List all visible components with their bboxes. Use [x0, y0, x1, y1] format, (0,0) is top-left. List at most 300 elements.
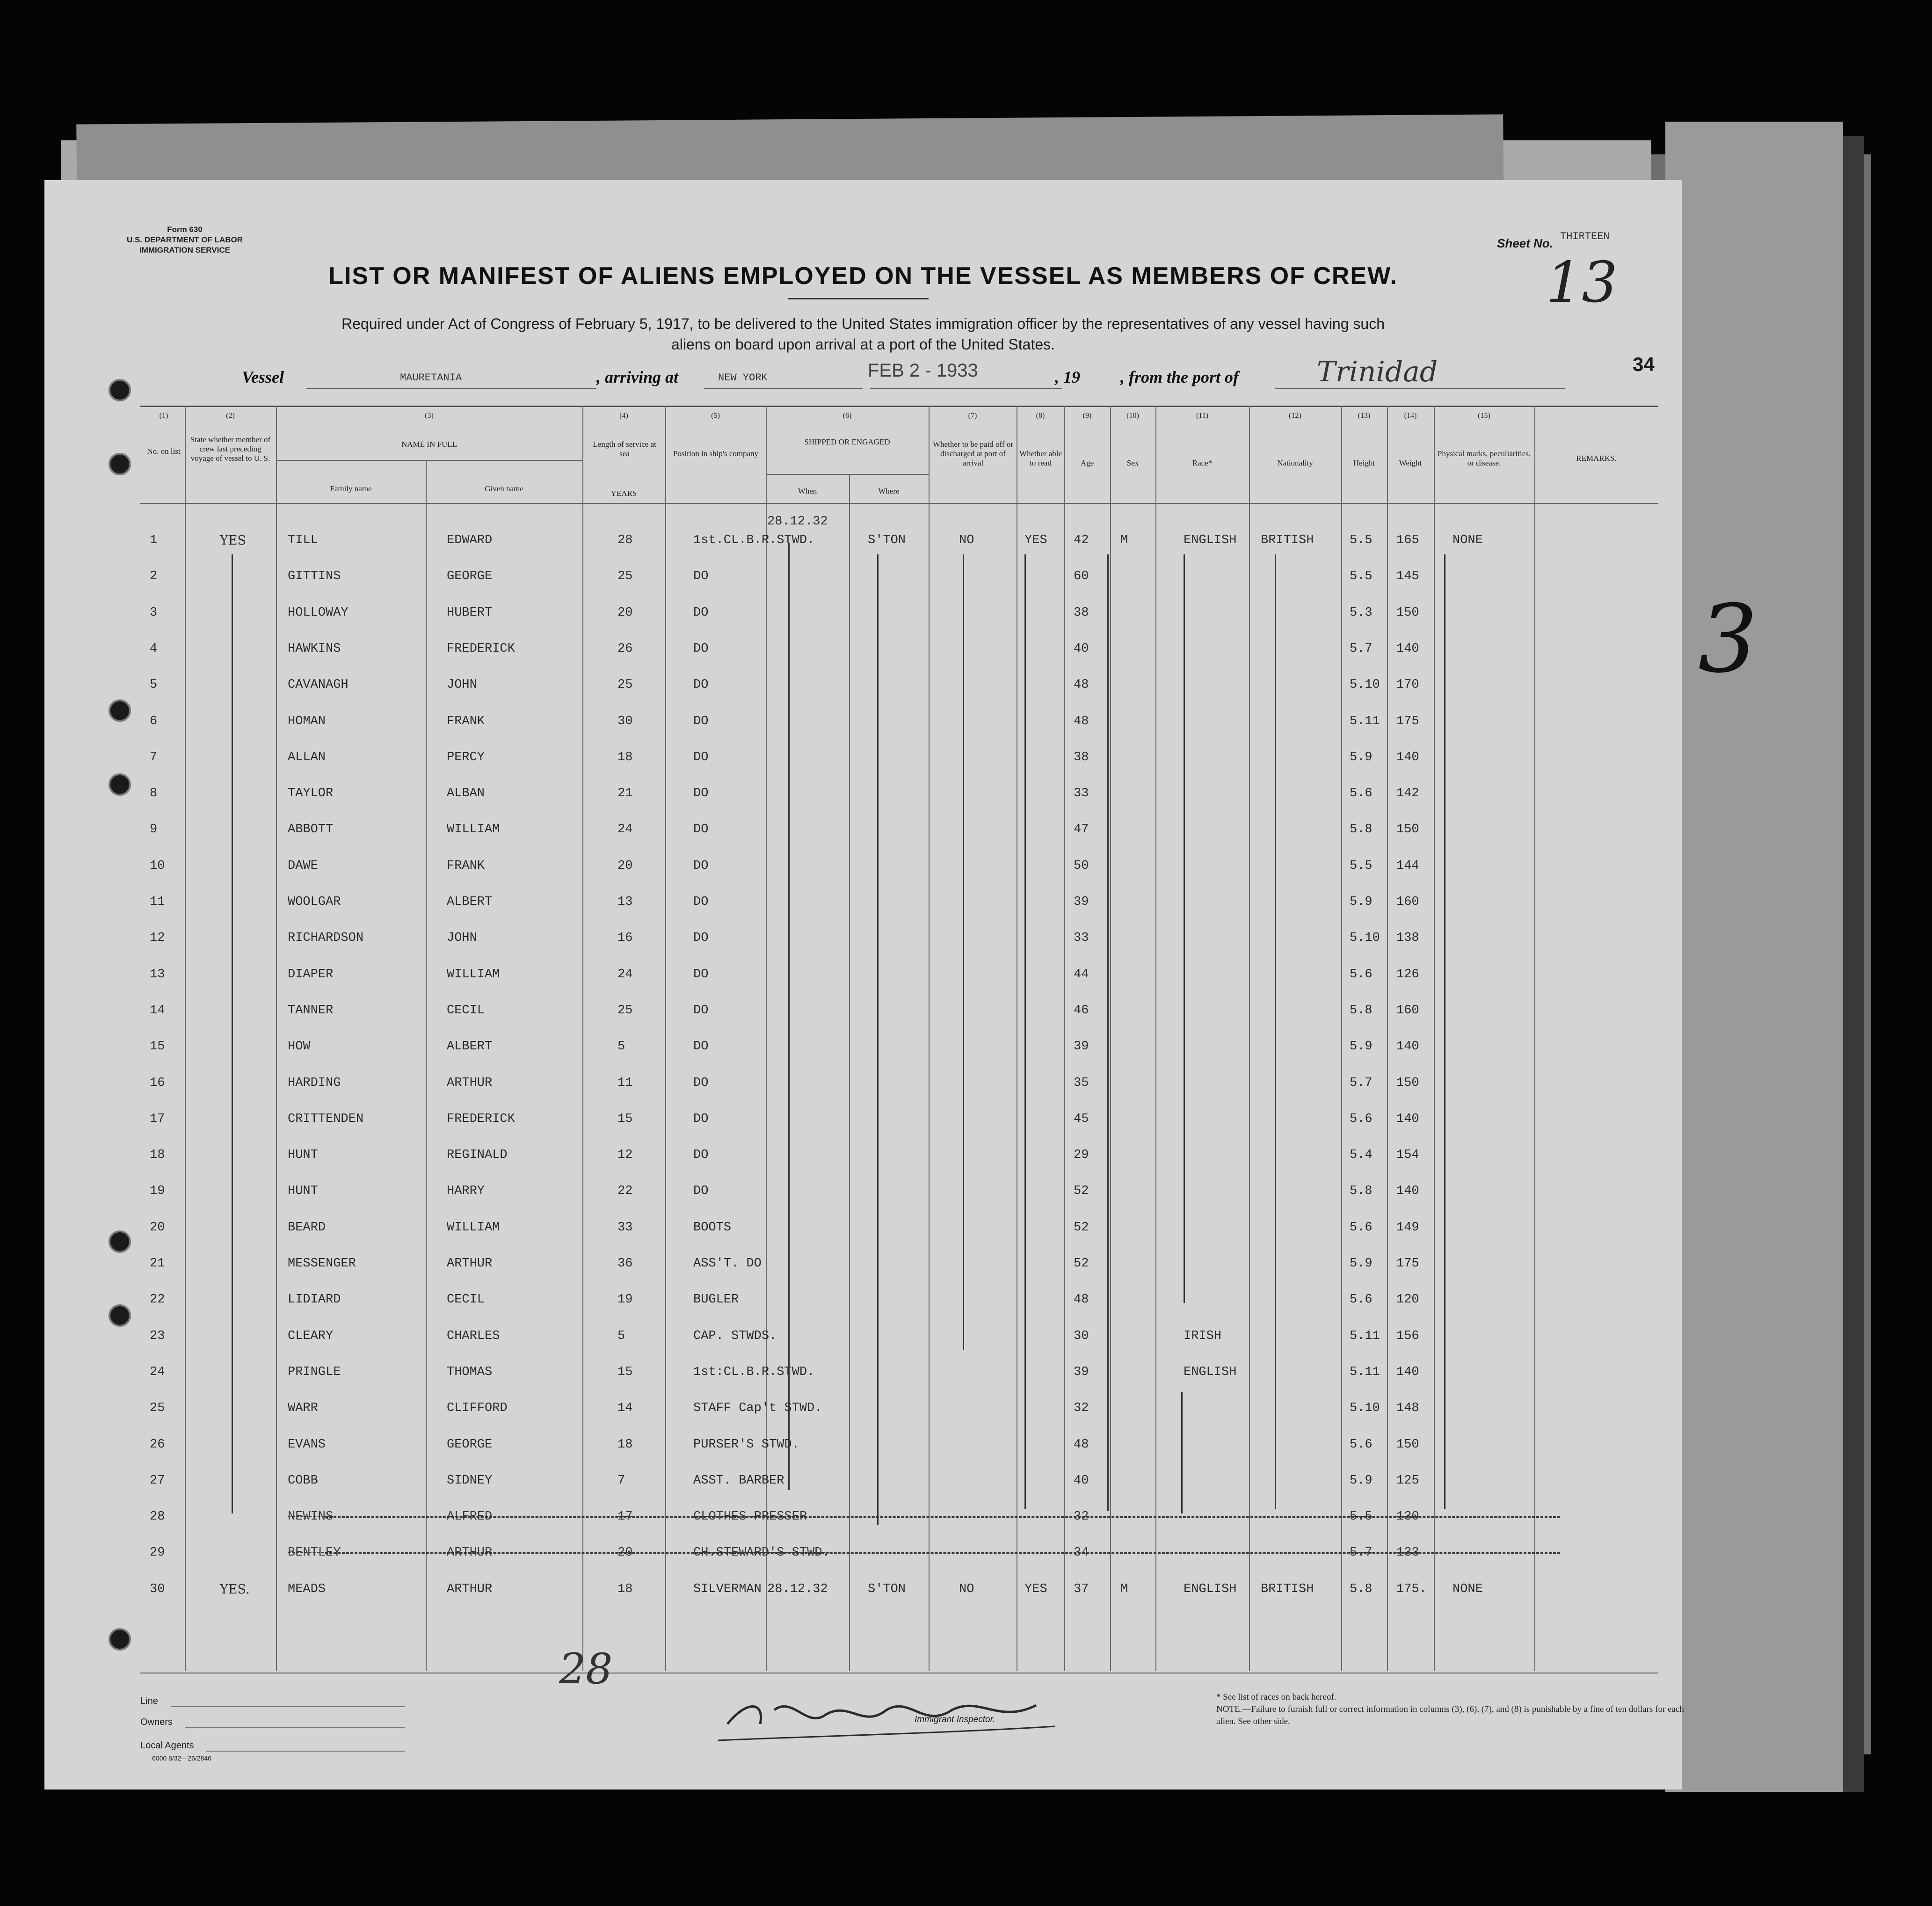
- height: 5.9: [1350, 895, 1373, 909]
- height: 5.8: [1350, 1184, 1373, 1199]
- position: DO: [693, 714, 709, 728]
- family-name: TAYLOR: [288, 786, 334, 801]
- family-name: DAWE: [288, 858, 318, 873]
- row-number: 28: [150, 1510, 165, 1524]
- height: 5.9: [1350, 750, 1373, 764]
- weight: 144: [1396, 858, 1419, 873]
- family-name: CRITTENDEN: [288, 1112, 364, 1126]
- age: 30: [1074, 1329, 1089, 1343]
- handwritten-total: 28: [559, 1644, 613, 1694]
- years-service: 18: [617, 750, 633, 764]
- shipped-where: S'TON: [868, 1582, 906, 1596]
- years-service: 36: [617, 1257, 633, 1271]
- header-physical: Physical marks, peculiarities, or disease.: [1437, 449, 1531, 467]
- family-name: HOMAN: [288, 714, 326, 728]
- row-number: 26: [150, 1437, 165, 1452]
- race: ENGLISH: [1184, 533, 1237, 547]
- column-number: (5): [711, 412, 720, 420]
- vessel-underline: [306, 388, 596, 389]
- position: DO: [693, 931, 709, 946]
- punch-hole: [109, 773, 131, 796]
- table-row: [44, 606, 1562, 642]
- given-name: CLIFFORD: [447, 1401, 508, 1416]
- years-service: 24: [617, 822, 633, 837]
- age: 48: [1074, 1437, 1089, 1452]
- name-subrule: [276, 460, 582, 461]
- column-number: (15): [1478, 412, 1490, 420]
- age: 47: [1074, 822, 1089, 837]
- height: 5.6: [1350, 1112, 1373, 1126]
- age: 33: [1074, 931, 1089, 946]
- table-row: [44, 750, 1562, 787]
- inspector-label: Immigrant Inspector.: [915, 1715, 995, 1724]
- page-title: LIST OR MANIFEST OF ALIENS EMPLOYED ON THE VESSEL AS MEMBERS OF CREW.: [328, 262, 1398, 290]
- row-number: 20: [150, 1220, 165, 1235]
- shipped-date-first: 28.12.32: [767, 515, 828, 529]
- years-service: 25: [617, 569, 633, 584]
- height: 5.6: [1350, 786, 1373, 801]
- weight: 140: [1396, 1112, 1419, 1126]
- weight: 150: [1396, 1437, 1419, 1452]
- years-service: 15: [617, 1365, 633, 1379]
- weight: 150: [1396, 605, 1419, 620]
- years-service: 17: [617, 1510, 633, 1524]
- punch-hole: [109, 1628, 131, 1651]
- shipped-where: S'TON: [868, 533, 906, 547]
- ditto-line: [1181, 1392, 1183, 1513]
- age: 32: [1074, 1401, 1089, 1416]
- weight: 149: [1396, 1220, 1419, 1235]
- weight: 150: [1396, 822, 1419, 837]
- weight: 140: [1396, 1365, 1419, 1379]
- given-name: CECIL: [447, 1003, 485, 1018]
- given-name: FREDERICK: [447, 1112, 515, 1126]
- column-number: (8): [1036, 412, 1045, 420]
- ditto-line: [1444, 554, 1445, 1509]
- position: ASS'T. DO: [693, 1257, 762, 1271]
- years-service: 20: [617, 1546, 633, 1560]
- subtitle: [232, 313, 1495, 355]
- family-name: BEARD: [288, 1220, 326, 1235]
- row-number: 29: [150, 1546, 165, 1560]
- weight: 140: [1396, 641, 1419, 656]
- weight: 154: [1396, 1148, 1419, 1163]
- given-name: FREDERICK: [447, 641, 515, 656]
- given-name: JOHN: [447, 678, 477, 692]
- print-code: 6000 8/32—26/2846: [152, 1754, 211, 1762]
- table-row: [44, 1293, 1562, 1329]
- row-number: 1: [150, 533, 158, 547]
- punch-hole: [109, 379, 131, 401]
- row-number: 21: [150, 1257, 165, 1271]
- years-service: 18: [617, 1437, 633, 1452]
- table-row: [44, 642, 1562, 678]
- age: 52: [1074, 1184, 1089, 1199]
- manifest-page: [44, 180, 1682, 1790]
- height: 5.9: [1350, 1257, 1373, 1271]
- family-name: MEADS: [288, 1582, 326, 1596]
- row-number: 25: [150, 1401, 165, 1416]
- given-name: ALBERT: [447, 895, 493, 909]
- height: 5.11: [1350, 714, 1380, 728]
- row-number: 13: [150, 967, 165, 982]
- family-name: MESSENGER: [288, 1257, 356, 1271]
- position: ASST. BARBER: [693, 1473, 784, 1488]
- row-number: 7: [150, 750, 158, 764]
- row-number: 9: [150, 822, 158, 837]
- height: 5.5: [1350, 1510, 1373, 1524]
- years-service: 5: [617, 1329, 625, 1343]
- row-number: 5: [150, 678, 158, 692]
- arrival-port: NEW YORK: [718, 372, 768, 384]
- years-service: 5: [617, 1040, 625, 1054]
- age: 39: [1074, 1040, 1089, 1054]
- header-where: Where: [878, 487, 900, 495]
- header-race: Race*: [1192, 458, 1213, 467]
- row-number: 19: [150, 1184, 165, 1199]
- family-name: CAVANAGH: [288, 678, 349, 692]
- age: 60: [1074, 569, 1089, 584]
- given-name: ARTHUR: [447, 1546, 493, 1560]
- previous-voyage: YES.: [220, 1582, 250, 1597]
- years-service: 20: [617, 605, 633, 620]
- given-name: ARTHUR: [447, 1076, 493, 1090]
- sheet-value: THIRTEEN: [1560, 231, 1610, 242]
- row-number: 12: [150, 931, 165, 946]
- family-name: RICHARDSON: [288, 931, 364, 946]
- position: DO: [693, 1076, 709, 1090]
- footnote-star: * See list of races on back hereof.: [1216, 1692, 1336, 1702]
- height: 5.4: [1350, 1148, 1373, 1163]
- height: 5.11: [1350, 1329, 1380, 1343]
- table-row: [44, 1257, 1562, 1293]
- weight: 133: [1396, 1546, 1419, 1560]
- years-service: 30: [617, 714, 633, 728]
- punch-hole: [109, 1230, 131, 1253]
- family-name: NEWINS: [288, 1510, 334, 1524]
- family-name: HARDING: [288, 1076, 341, 1090]
- position: CLOTHES PRESSER: [693, 1510, 807, 1524]
- vessel-name: MAURETANIA: [400, 372, 462, 384]
- header-height: Height: [1353, 458, 1375, 467]
- age: 38: [1074, 750, 1089, 764]
- footer-owners-label: Owners: [140, 1717, 173, 1727]
- age: 48: [1074, 714, 1089, 728]
- column-number: (13): [1358, 412, 1371, 420]
- family-name: TANNER: [288, 1003, 334, 1018]
- age: 38: [1074, 605, 1089, 620]
- age: 34: [1074, 1546, 1089, 1560]
- given-name: PERCY: [447, 750, 485, 764]
- given-name: WILLIAM: [447, 1220, 500, 1235]
- years-service: 15: [617, 1112, 633, 1126]
- table-row: [44, 931, 1562, 968]
- service: IMMIGRATION SERVICE: [139, 246, 230, 255]
- ditto-line: [1184, 554, 1185, 1303]
- position: DO: [693, 786, 709, 801]
- age: 52: [1074, 1220, 1089, 1235]
- header-previous-voyage: State whether member of crew last preceding voyage of vessel to U. S.: [190, 435, 271, 463]
- age: 37: [1074, 1582, 1089, 1596]
- table-row: [44, 1365, 1562, 1402]
- position: DO: [693, 605, 709, 620]
- age: 48: [1074, 678, 1089, 692]
- position: DO: [693, 569, 709, 584]
- header-length-service: Length of service at sea: [593, 440, 656, 458]
- given-name: ARTHUR: [447, 1582, 493, 1596]
- family-name: HOLLOWAY: [288, 605, 349, 620]
- table-row: [44, 1546, 1562, 1582]
- age: 39: [1074, 1365, 1089, 1379]
- years-service: 7: [617, 1473, 625, 1488]
- table-row: [44, 1510, 1562, 1546]
- position: 1st:CL.B.R.STWD.: [693, 1365, 815, 1379]
- table-row: [44, 1438, 1562, 1474]
- year-label: , 19: [1055, 368, 1080, 386]
- weight: 160: [1396, 895, 1419, 909]
- family-name: WARR: [288, 1401, 318, 1416]
- family-name: ALLAN: [288, 750, 326, 764]
- age: 35: [1074, 1076, 1089, 1090]
- position: DO: [693, 895, 709, 909]
- sheet-label: Sheet No.: [1497, 236, 1553, 250]
- date-underline: [870, 388, 1062, 389]
- footer-rule: [171, 1706, 405, 1707]
- family-name: GITTINS: [288, 569, 341, 584]
- years-service: 13: [617, 895, 633, 909]
- shipped-subrule: [766, 474, 929, 475]
- header-no-on-list: No. on list: [147, 447, 181, 456]
- column-number: (6): [843, 412, 852, 420]
- years-service: 18: [617, 1582, 633, 1596]
- age: 40: [1074, 641, 1089, 656]
- height: 5.8: [1350, 822, 1373, 837]
- weight: 140: [1396, 1184, 1419, 1199]
- nationality: BRITISH: [1261, 533, 1314, 547]
- years-service: 26: [617, 641, 633, 656]
- from-port-underline: [1275, 388, 1565, 389]
- weight: 175.: [1396, 1582, 1427, 1596]
- ditto-line: [232, 554, 233, 1513]
- table-row: [44, 1112, 1562, 1149]
- height: 5.7: [1350, 1546, 1373, 1560]
- table-row: [44, 1329, 1562, 1366]
- height: 5.9: [1350, 1473, 1373, 1488]
- ditto-line: [1024, 554, 1026, 1509]
- row-number: 15: [150, 1040, 165, 1054]
- position: DO: [693, 1184, 709, 1199]
- height: 5.3: [1350, 605, 1373, 620]
- paid-off: NO: [959, 533, 974, 547]
- family-name: LIDIARD: [288, 1293, 341, 1307]
- height: 5.5: [1350, 569, 1373, 584]
- given-name: HUBERT: [447, 605, 493, 620]
- strike-line: [325, 1552, 1560, 1554]
- able-to-read: YES: [1024, 1582, 1047, 1596]
- physical-marks: NONE: [1453, 1582, 1483, 1596]
- row-number: 10: [150, 858, 165, 873]
- column-number: (14): [1404, 412, 1417, 420]
- table-row: [44, 968, 1562, 1004]
- ditto-line: [1275, 554, 1276, 1509]
- race: IRISH: [1184, 1329, 1222, 1343]
- family-name: WOOLGAR: [288, 895, 341, 909]
- header-rule: [140, 503, 1658, 504]
- row-number: 23: [150, 1329, 165, 1343]
- inspector-signature: [709, 1682, 1074, 1752]
- header-able-read: Whether able to read: [1019, 449, 1062, 467]
- family-name: HAWKINS: [288, 641, 341, 656]
- column-number: (3): [425, 412, 434, 420]
- header-years: YEARS: [610, 489, 637, 498]
- family-name: EVANS: [288, 1437, 326, 1452]
- weight: 165: [1396, 533, 1419, 547]
- given-name: SIDNEY: [447, 1473, 493, 1488]
- position: BOOTS: [693, 1220, 732, 1235]
- position: PURSER'S STWD.: [693, 1437, 799, 1452]
- height: 5.8: [1350, 1003, 1373, 1018]
- height: 5.10: [1350, 1401, 1380, 1416]
- age: 42: [1074, 533, 1089, 547]
- weight: 125: [1396, 1473, 1419, 1488]
- table-row: [44, 1474, 1562, 1510]
- sheet-number-handwritten: 13: [1546, 250, 1618, 315]
- table-row: [44, 678, 1562, 714]
- position: DO: [693, 822, 709, 837]
- table-row: [44, 533, 1562, 570]
- department: U.S. DEPARTMENT OF LABOR: [126, 235, 243, 244]
- family-name: PRINGLE: [288, 1365, 341, 1379]
- column-number: (2): [226, 412, 235, 420]
- sex: M: [1120, 1582, 1128, 1596]
- weight: 142: [1396, 786, 1419, 801]
- footnote-text: NOTE.—Failure to furnish full or correct information in columns (3), (6), (7), and (8) is punishable by a fine of ten dollars for each alien. See other side.: [1216, 1704, 1684, 1726]
- subtitle-line: Required under Act of Congress of February 5, 1917, to be delivered to the United States immigration officer by the representatives of any vessel having such: [341, 315, 1385, 332]
- footer-agents-label: Local Agents: [140, 1740, 194, 1751]
- weight: 175: [1396, 1257, 1419, 1271]
- table-row: [44, 822, 1562, 859]
- height: 5.11: [1350, 1365, 1380, 1379]
- age: 40: [1074, 1473, 1089, 1488]
- height: 5.5: [1350, 858, 1373, 873]
- position: DO: [693, 858, 709, 873]
- header-age: Age: [1080, 458, 1094, 467]
- header-position: Position in ship's company: [673, 449, 759, 458]
- family-name: COBB: [288, 1473, 318, 1488]
- weight: 150: [1396, 1076, 1419, 1090]
- row-number: 6: [150, 714, 158, 728]
- years-service: 19: [617, 1293, 633, 1307]
- underlying-page-edge: [1843, 136, 1864, 1792]
- years-service: 33: [617, 1220, 633, 1235]
- given-name: ALFRED: [447, 1510, 493, 1524]
- position: STAFF Cap't STWD.: [693, 1401, 822, 1416]
- table-row: [44, 895, 1562, 931]
- position: DO: [693, 641, 709, 656]
- weight: 140: [1396, 750, 1419, 764]
- given-name: ALBERT: [447, 1040, 493, 1054]
- position: DO: [693, 1003, 709, 1018]
- given-name: GEORGE: [447, 1437, 493, 1452]
- age: 39: [1074, 895, 1089, 909]
- nationality: BRITISH: [1261, 1582, 1314, 1596]
- given-name: GEORGE: [447, 569, 493, 584]
- height: 5.7: [1350, 641, 1373, 656]
- table-row: [44, 1221, 1562, 1257]
- given-name: WILLIAM: [447, 967, 500, 982]
- table-row: [44, 1582, 1562, 1619]
- age: 45: [1074, 1112, 1089, 1126]
- family-name: HOW: [288, 1040, 311, 1054]
- table-row: [44, 859, 1562, 895]
- family-name: CLEARY: [288, 1329, 334, 1343]
- header-sex: Sex: [1126, 458, 1139, 467]
- height: 5.7: [1350, 1076, 1373, 1090]
- age: 44: [1074, 967, 1089, 982]
- height: 5.5: [1350, 533, 1373, 547]
- race: ENGLISH: [1184, 1582, 1237, 1596]
- position: DO: [693, 1148, 709, 1163]
- paid-off: NO: [959, 1582, 974, 1596]
- years-service: 20: [617, 858, 633, 873]
- weight: 130: [1396, 1510, 1419, 1524]
- row-number: 18: [150, 1148, 165, 1163]
- table-row: [44, 1040, 1562, 1076]
- header-remarks: REMARKS.: [1576, 454, 1617, 463]
- weight: 148: [1396, 1401, 1419, 1416]
- row-number: 30: [150, 1582, 165, 1596]
- years-service: 11: [617, 1076, 633, 1090]
- column-number: (11): [1196, 412, 1209, 420]
- years-service: 24: [617, 967, 633, 982]
- age: 46: [1074, 1003, 1089, 1018]
- family-name: ABBOTT: [288, 822, 334, 837]
- height: 5.10: [1350, 678, 1380, 692]
- position: DO: [693, 1112, 709, 1126]
- ditto-line: [1107, 554, 1109, 1511]
- footnote: [1216, 1691, 1684, 1728]
- height: 5.6: [1350, 1220, 1373, 1235]
- table-row: [44, 1076, 1562, 1113]
- given-name: HARRY: [447, 1184, 485, 1199]
- ditto-line: [877, 554, 879, 1525]
- family-name: HUNT: [288, 1148, 318, 1163]
- given-name: JOHN: [447, 931, 477, 946]
- header-family-name: Family name: [330, 484, 372, 493]
- margin-mark: 3: [1698, 585, 1758, 694]
- position: 1st.CL.B.R.STWD.: [693, 533, 815, 547]
- years-service: 22: [617, 1184, 633, 1199]
- position: BUGLER: [693, 1293, 739, 1307]
- header-weight: Weight: [1399, 458, 1422, 467]
- column-number: (10): [1126, 412, 1139, 420]
- from-port: Trinidad: [1317, 356, 1438, 388]
- row-number: 17: [150, 1112, 165, 1126]
- row-number: 24: [150, 1365, 165, 1379]
- age: 33: [1074, 786, 1089, 801]
- footer-rule: [206, 1751, 405, 1752]
- row-number: 22: [150, 1293, 165, 1307]
- family-name: DIAPER: [288, 967, 334, 982]
- given-name: FRANK: [447, 858, 485, 873]
- row-number: 8: [150, 786, 158, 801]
- weight: 175: [1396, 714, 1419, 728]
- footer-rule: [185, 1727, 405, 1728]
- height: 5.6: [1350, 967, 1373, 982]
- vessel-label: Vessel: [242, 368, 284, 386]
- age: 50: [1074, 858, 1089, 873]
- subtitle-line: aliens on board upon arrival at a port of the United States.: [671, 336, 1055, 353]
